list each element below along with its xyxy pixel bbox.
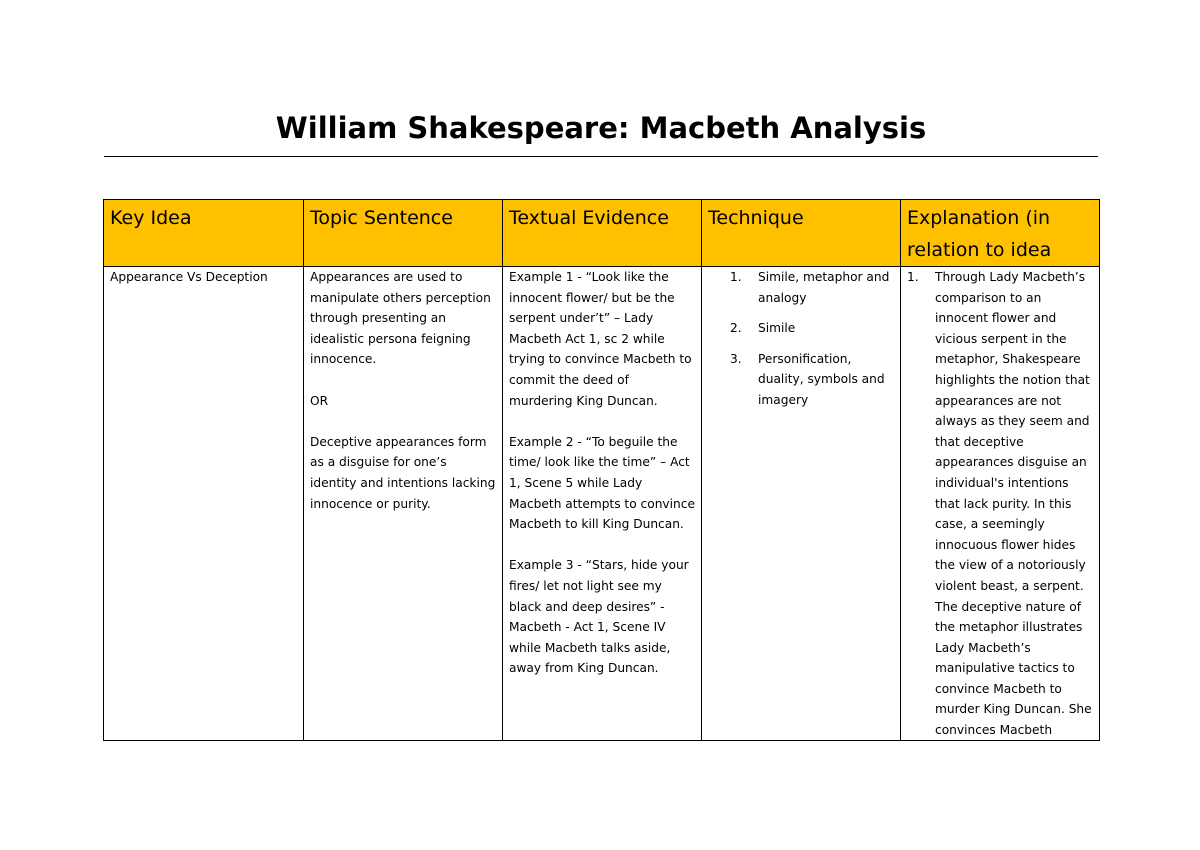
evidence-example-1: Example 1 - “Look like the innocent flower/ but be the serpent under’t” – Lady Macbeth Act 1, sc 2 while trying to convince Macbeth to commit the deed of murdering King Duncan. bbox=[509, 270, 692, 408]
table-header-row bbox=[104, 200, 1100, 267]
list-item bbox=[730, 349, 894, 411]
technique-text: Personification, duality, symbols and imagery bbox=[758, 351, 885, 407]
evidence-example-2: Example 2 - “To beguile the time/ look like the time” – Act 1, Scene 5 while Lady Macbeth attempts to convince Macbeth to kill King Duncan. bbox=[509, 434, 695, 532]
list-number: 2. bbox=[730, 321, 742, 336]
technique-text: Simile bbox=[758, 321, 796, 336]
table-row bbox=[104, 267, 1100, 741]
analysis-table bbox=[103, 199, 1100, 741]
header-textual-evidence: Textual Evidence bbox=[503, 200, 702, 267]
list-item bbox=[730, 318, 894, 339]
header-key-idea: Key Idea bbox=[104, 200, 304, 267]
list-number: 1. bbox=[907, 270, 919, 284]
topic-sentence-or: OR bbox=[310, 393, 329, 408]
explanation-text: Through Lady Macbeth’s comparison to an innocent flower and vicious serpent in the metaphor, Shakespeare highlights the notion that appearances are not always as they seem and that deceptive appearances disguise an individual's intentions that lack purity. In this case, a seemingly innocuous flower hides the view of a notoriously violent beast, a serpent. The deceptive nature of the metaphor illustrates Lady Macbeth’s manipulative tactics to convince Macbeth to murder King Duncan. She convinces Macbeth bbox=[935, 270, 1092, 738]
cell-technique bbox=[702, 267, 901, 741]
list-number: 3. bbox=[730, 351, 742, 366]
technique-list bbox=[708, 267, 894, 411]
technique-text: Simile, metaphor and analogy bbox=[758, 270, 890, 305]
page-title: William Shakespeare: Macbeth Analysis bbox=[275, 111, 927, 145]
header-technique: Technique bbox=[702, 200, 901, 267]
evidence-example-3: Example 3 - “Stars, hide your fires/ let not light see my black and deep desires” - Macbeth - Act 1, Scene IV while Macbeth talks aside, away from King Duncan. bbox=[509, 558, 689, 676]
cell-key-idea bbox=[104, 267, 304, 741]
list-item bbox=[907, 267, 1093, 739]
list-number: 1. bbox=[730, 270, 742, 284]
key-idea-text: Appearance Vs Deception bbox=[110, 270, 268, 284]
header-explanation: Explanation (in relation to idea bbox=[901, 200, 1100, 267]
cell-textual-evidence bbox=[503, 267, 702, 741]
cell-topic-sentence bbox=[304, 267, 503, 741]
explanation-list bbox=[907, 267, 1093, 739]
list-item bbox=[730, 267, 894, 308]
topic-sentence-2: Deceptive appearances form as a disguise for one’s identity and intentions lacking innocence or purity. bbox=[310, 434, 496, 511]
cell-explanation bbox=[901, 267, 1100, 741]
title-divider bbox=[104, 156, 1098, 157]
header-topic-sentence: Topic Sentence bbox=[304, 200, 503, 267]
topic-sentence-1: Appearances are used to manipulate others perception through presenting an idealistic persona feigning innocence. bbox=[310, 270, 491, 367]
